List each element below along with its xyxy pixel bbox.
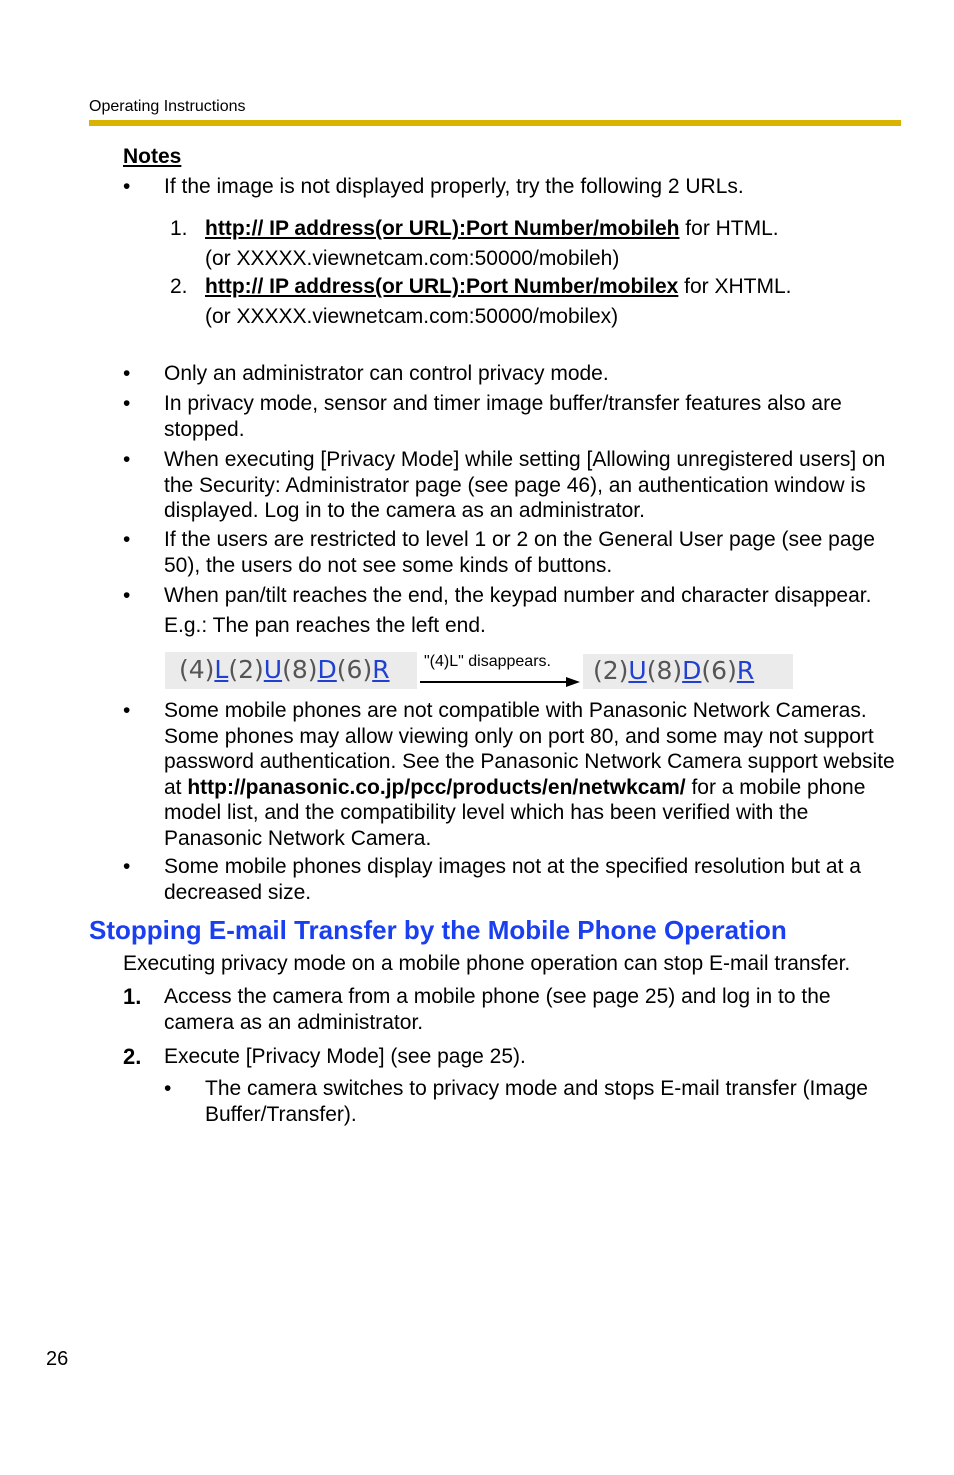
url-2-alt: (or XXXXX.viewnetcam.com:50000/mobilex): [205, 305, 619, 328]
bullet-icon: •: [123, 528, 131, 551]
bullet-icon: •: [123, 392, 131, 415]
arrow-right-icon: [420, 676, 582, 688]
bullet-icon: •: [123, 584, 131, 607]
keypad-after-image: [583, 654, 793, 689]
note-item: Some mobile phones display images not at the specified resolution but at a decreased size.: [164, 855, 861, 904]
url-2-link[interactable]: http:// IP address(or URL):Port Number/mobilex: [205, 275, 679, 298]
note-item: If the users are restricted to level 1 or 2 on the General User page (see page 50), the users do not see some kinds of buttons.: [164, 528, 875, 577]
header-rule: [89, 120, 901, 126]
keypad-before-image: [165, 652, 417, 689]
bullet-icon: •: [164, 1077, 172, 1100]
keypad-key: U: [628, 656, 647, 685]
keypad-key: L: [214, 655, 229, 684]
keypad-key: (8): [646, 656, 683, 685]
keypad-key: R: [736, 656, 755, 685]
url-2-suffix: for XHTML.: [678, 275, 792, 298]
keypad-key: U: [263, 655, 283, 684]
compat-text: Some mobile phones are not compatible with Panasonic Network Cameras. Some phones may allow viewing only on port 80, and some may not support password authentication. See the Panasonic Network Camera support website at: [164, 699, 895, 799]
notes-intro: If the image is not displayed properly, try the following 2 URLs.: [164, 175, 744, 198]
url-1-line: [205, 216, 779, 242]
url-1-alt: (or XXXXX.viewnetcam.com:50000/mobileh): [205, 247, 620, 270]
compat-text: for a mobile phone model list, and the compatibility level which has been verified with the Panasonic Network Camera.: [164, 775, 866, 850]
keypad-key: D: [682, 656, 702, 685]
section-intro: Executing privacy mode on a mobile phone operation can stop E-mail transfer.: [123, 952, 851, 975]
section-heading: Stopping E-mail Transfer by the Mobile Phone Operation: [89, 915, 787, 945]
keypad-key: (4): [179, 655, 215, 684]
step-number: 1.: [123, 984, 142, 1009]
notes-title: Notes: [123, 145, 182, 168]
note-item: When executing [Privacy Mode] while setting [Allowing unregistered users] on the Security: Administrator page (see page 46), an authentication window is displayed. Log in to the camera as an administrator.: [164, 448, 886, 522]
note-item: Only an administrator can control privacy mode.: [164, 362, 609, 385]
support-website-link[interactable]: http://panasonic.co.jp/pcc/products/en/netwkcam/: [187, 775, 686, 799]
url-1-suffix: for HTML.: [679, 217, 779, 240]
note-compatibility: [164, 698, 904, 851]
url-1-number: 1.: [170, 217, 188, 240]
note-item: In privacy mode, sensor and timer image buffer/transfer features also are stopped.: [164, 392, 842, 441]
keypad-key: D: [317, 655, 337, 684]
bullet-icon: •: [123, 362, 131, 385]
keypad-key: (6): [336, 655, 373, 684]
keypad-key: (8): [282, 655, 318, 684]
keypad-key: (6): [701, 656, 737, 685]
step-number: 2.: [123, 1044, 142, 1069]
bullet-icon: •: [123, 855, 131, 878]
sub-bullet-text: The camera switches to privacy mode and stops E-mail transfer (Image Buffer/Transfer).: [205, 1077, 868, 1126]
note-item: When pan/tilt reaches the end, the keypad number and character disappear.: [164, 584, 872, 607]
keypad-key: (2): [593, 656, 629, 685]
arrow-caption: "(4)L" disappears.: [424, 653, 551, 670]
url-2-number: 2.: [170, 275, 188, 298]
bullet-icon: •: [123, 448, 131, 471]
page-number: 26: [46, 1348, 69, 1370]
url-1-link[interactable]: http:// IP address(or URL):Port Number/mobileh: [205, 217, 680, 240]
running-header: Operating Instructions: [89, 98, 246, 115]
url-2-line: [205, 274, 792, 300]
step-text: Access the camera from a mobile phone (see page 25) and log in to the camera as an administrator.: [164, 985, 831, 1034]
step-text: Execute [Privacy Mode] (see page 25).: [164, 1045, 526, 1068]
bullet-icon: •: [123, 175, 131, 198]
bullet-icon: •: [123, 699, 131, 722]
keypad-key: (2): [228, 655, 264, 684]
keypad-key: R: [372, 655, 390, 684]
example-label: E.g.: The pan reaches the left end.: [164, 614, 486, 637]
